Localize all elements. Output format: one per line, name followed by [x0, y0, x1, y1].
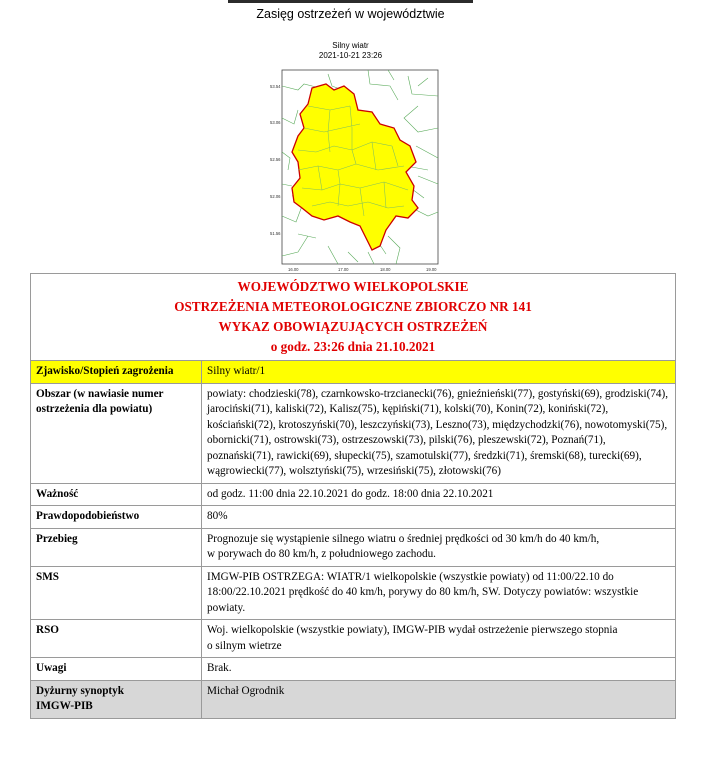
row-value: Brak.: [202, 658, 676, 681]
lon-label: 19.00: [426, 267, 437, 272]
lat-label: 52.56: [270, 157, 281, 162]
rso-line: o silnym wietrze: [207, 639, 282, 652]
map-phenomenon: Silny wiatr: [332, 41, 369, 50]
row-value: [202, 620, 676, 658]
lat-label: 53.06: [270, 120, 281, 125]
row-value: 80%: [202, 506, 676, 529]
table-row-forecaster: [31, 680, 676, 718]
warning-table: [30, 273, 676, 719]
row-label: Prawdopodobieństwo: [31, 506, 202, 529]
rso-line: Woj. wielkopolskie (wszystkie powiaty), IMGW-PIB wydał ostrzeżenie pierwszego stopnia: [207, 624, 618, 636]
row-value: IMGW-PIB OSTRZEGA: WIATR/1 wielkopolskie (wszystkie powiaty) od 11:00/22.10 do 18:00/22.10.2021 prędkość do 40 km/h, porywy do 80 km/h, SW. Dotyczy powiatów: wszystkie powiaty.: [202, 566, 676, 620]
forecaster-org: IMGW-PIB: [36, 700, 93, 712]
table-row-course: [31, 528, 676, 566]
lon-label: 18.00: [380, 267, 391, 272]
bulletin-title: OSTRZEŻENIA METEOROLOGICZNE ZBIORCZO NR 141: [174, 299, 532, 314]
row-value: Michał Ogrodnik: [202, 680, 676, 718]
warning-header: [31, 274, 676, 361]
row-value: [202, 528, 676, 566]
table-row-area: [31, 383, 676, 483]
issue-time: o godz. 23:26 dnia 21.10.2021: [270, 339, 436, 354]
row-label: [31, 680, 202, 718]
course-line: Prognozuje się wystąpienie silnego wiatru o średniej prędkości od 30 km/h do 40 km/h,: [207, 532, 600, 545]
row-value: od godz. 11:00 dnia 22.10.2021 do godz. 18:00 dnia 22.10.2021: [202, 483, 676, 506]
row-label: Obszar (w nawiasie numer ostrzeżenia dla powiatu): [31, 383, 202, 483]
row-label: SMS: [31, 566, 202, 620]
row-label: Zjawisko/Stopień zagrożenia: [31, 361, 202, 384]
course-line: w porywach do 80 km/h, z południowego zachodu.: [207, 548, 436, 560]
table-row-rso: [31, 620, 676, 658]
top-bar: [228, 0, 473, 3]
table-row-phenomenon: [31, 361, 676, 384]
row-label: RSO: [31, 620, 202, 658]
row-label: Uwagi: [31, 658, 202, 681]
table-row-probability: [31, 506, 676, 529]
lat-label: 53.54: [270, 84, 281, 89]
list-title: WYKAZ OBOWIĄZUJĄCYCH OSTRZEŻEŃ: [218, 319, 488, 334]
table-row-sms: [31, 566, 676, 620]
lat-label: 51.56: [270, 231, 281, 236]
row-value: Silny wiatr/1: [202, 361, 676, 384]
row-label: Ważność: [31, 483, 202, 506]
row-value: powiaty: chodzieski(78), czarnkowsko-trzcianecki(76), gnieźnieński(77), gostyński(69), grodziski(74), jarociński(71), kaliski(72), Kalisz(75), kępiński(71), kolski(70), Konin(72), koniński(72), kościański(72), krotoszyński(70), leszczyński(73), Leszno(73), międzychodzki(76), nowotomyski(75), obornicki(71), ostrowski(73), ostrzeszowski(73), pilski(76), pleszewski(72), Poznań(71), poznański(71), rawicki(69), słupecki(75), szamotulski(77), średzki(71), śremski(68), turecki(69), wągrowiecki(77), wolsztyński(75), wrzesiński(75), złotowski(76): [202, 383, 676, 483]
table-row-notes: [31, 658, 676, 681]
map-datetime: 2021-10-21 23:26: [318, 51, 383, 60]
lon-label: 16.00: [288, 267, 299, 272]
row-label: Przebieg: [31, 528, 202, 566]
lat-label: 52.06: [270, 194, 281, 199]
page-title: Zasięg ostrzeżeń w województwie: [256, 7, 445, 21]
warning-map: [268, 66, 440, 276]
table-row-validity: [31, 483, 676, 506]
region-title: WOJEWÓDZTWO WIELKOPOLSKIE: [237, 279, 469, 294]
forecaster-label: Dyżurny synoptyk: [36, 684, 124, 697]
lon-label: 17.00: [338, 267, 349, 272]
